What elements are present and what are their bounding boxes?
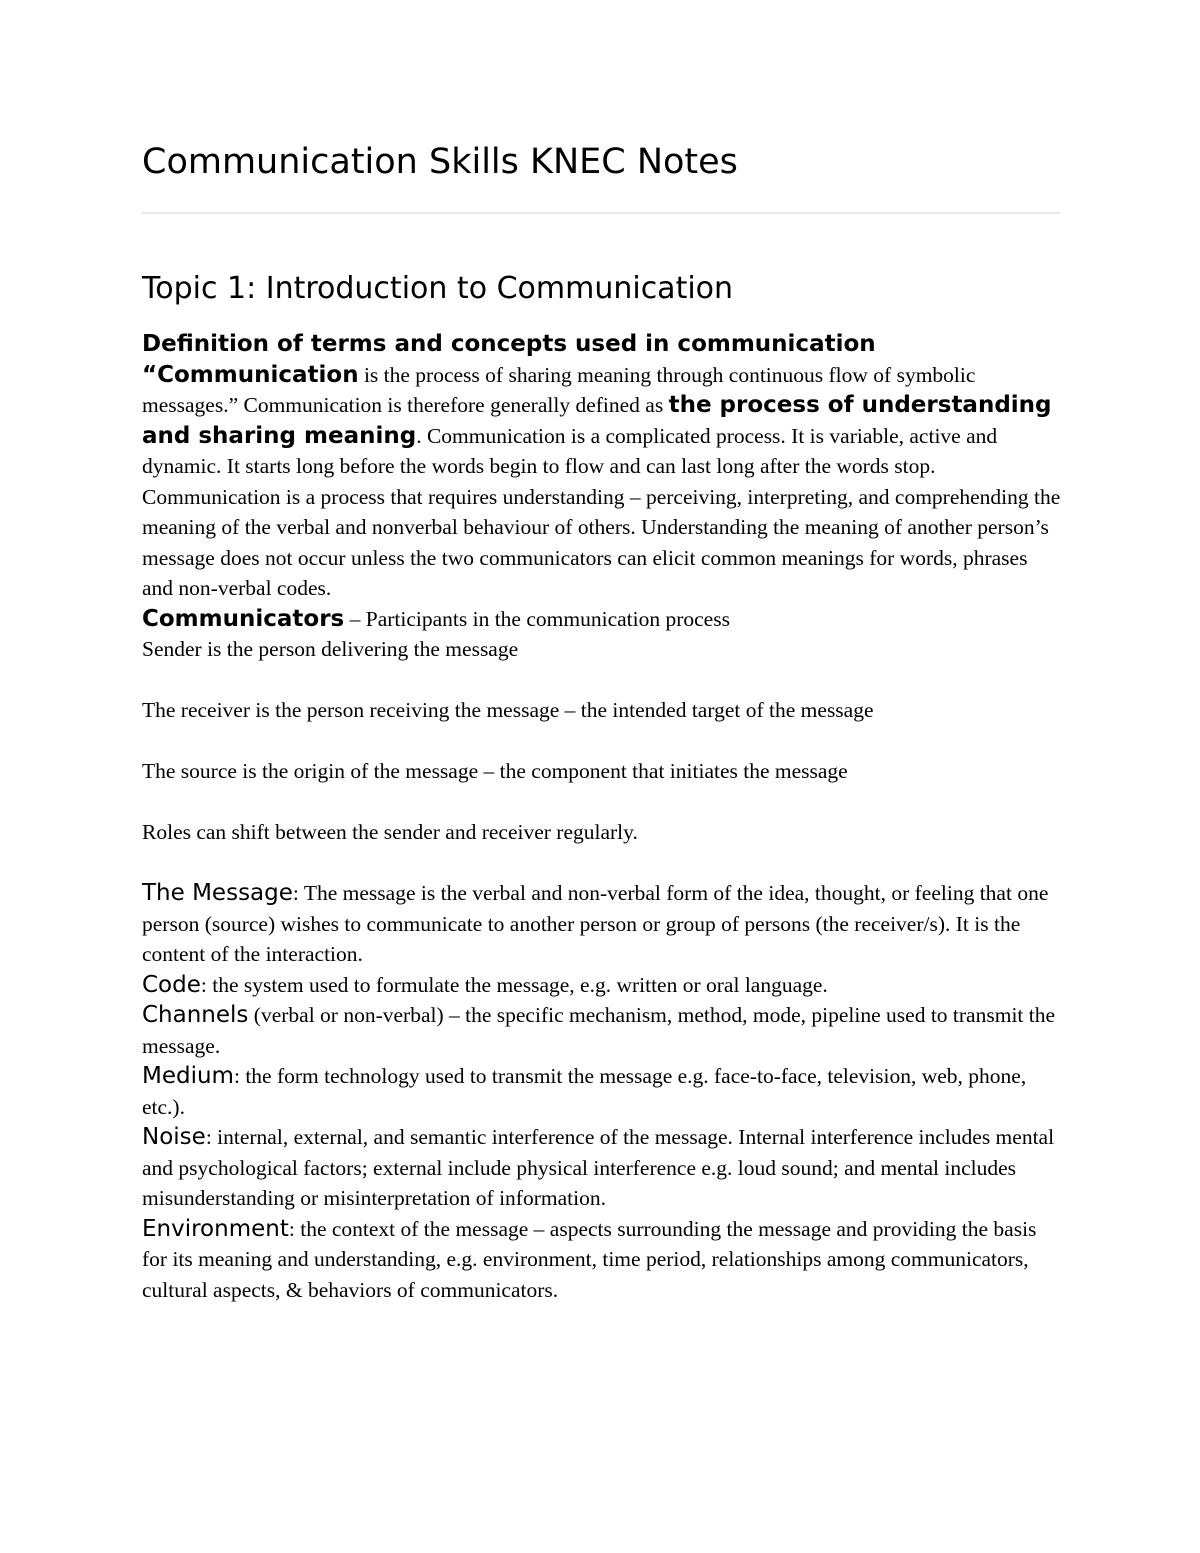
term-text: : the system used to formulate the message, e.g. written or oral language. xyxy=(200,972,828,997)
sender-paragraph: Sender is the person delivering the message xyxy=(142,637,519,661)
term-label: The Message xyxy=(142,880,293,906)
term-text: : The message is the verbal and non-verbal form of the idea, thought, or feeling that one person (source) wishes to communicate to another person or group of persons (the receiver/s). It is the content of the interaction. xyxy=(142,881,1049,966)
term-label: Noise xyxy=(142,1124,206,1150)
term-message xyxy=(142,878,1062,970)
communicators-text: – Participants in the communication process xyxy=(344,606,730,631)
term-label: Environment xyxy=(142,1215,289,1242)
roles-paragraph: Roles can shift between the sender and receiver regularly. xyxy=(142,820,638,844)
term-text: : internal, external, and semantic interference of the message. Internal interference includes mental and psychological factors; external include physical interference e.g. loud sound; and mental includes misunderstanding or misinterpretation of information. xyxy=(142,1125,1055,1210)
communicators-term: Communicators xyxy=(142,605,345,632)
receiver-paragraph: The receiver is the person receiving the message – the intended target of the message xyxy=(142,698,874,722)
term-label: Channels xyxy=(142,1002,249,1028)
term-environment xyxy=(142,1214,1062,1306)
spacer xyxy=(142,726,1062,757)
source-paragraph: The source is the origin of the message – the component that initiates the message xyxy=(142,759,848,783)
spacer xyxy=(142,787,1062,818)
term-code xyxy=(142,970,1062,1001)
term-text: : the context of the message – aspects surrounding the message and providing the basis for its meaning and understanding, e.g. environment, time period, relationships among communicators, cultural aspects, & behaviors of communicators. xyxy=(142,1216,1037,1302)
term-channels xyxy=(142,1000,1062,1061)
topic-heading: Topic 1: Introduction to Communication xyxy=(142,271,734,306)
title-divider xyxy=(142,212,1060,214)
intro-emphasis: the process of understanding and sharing meaning xyxy=(142,392,1052,449)
term-text: : the form technology used to transmit the message e.g. face-to-face, television, web, phone, etc.). xyxy=(142,1064,1027,1119)
spacer xyxy=(142,665,1062,696)
intro-term: “Communication xyxy=(142,361,359,388)
intro-text-2: . Communication is a complicated process. It is variable, active and dynamic. It starts long before the words begin to flow and can last long after the words stop. Communication is a process that requires understanding – perceiving, interpreting, and comprehending the meaning of the verbal and nonverbal behaviour of others. Understanding the meaning of another person’s message does not occur unless the two communicators can elicit common meanings for words, phrases and non-verbal codes. xyxy=(142,423,1061,600)
definition-heading xyxy=(142,329,1062,360)
term-noise xyxy=(142,1122,1062,1214)
document-title: Communication Skills KNEC Notes xyxy=(142,142,738,182)
term-medium xyxy=(142,1061,1062,1122)
intro-text-1: is the process of sharing meaning through continuous flow of symbolic messages.” Communication is therefore generally defined as xyxy=(142,362,976,417)
communicators-paragraph xyxy=(142,604,1062,635)
term-label: Medium xyxy=(142,1063,234,1089)
document-body xyxy=(142,329,1062,1305)
intro-paragraph xyxy=(142,360,1062,604)
term-text: (verbal or non-verbal) – the specific mechanism, method, mode, pipeline used to transmit the message. xyxy=(142,1003,1056,1058)
term-label: Code xyxy=(142,971,201,998)
definition-heading-text: Definition of terms and concepts used in communication xyxy=(142,331,876,357)
spacer xyxy=(142,848,1062,879)
